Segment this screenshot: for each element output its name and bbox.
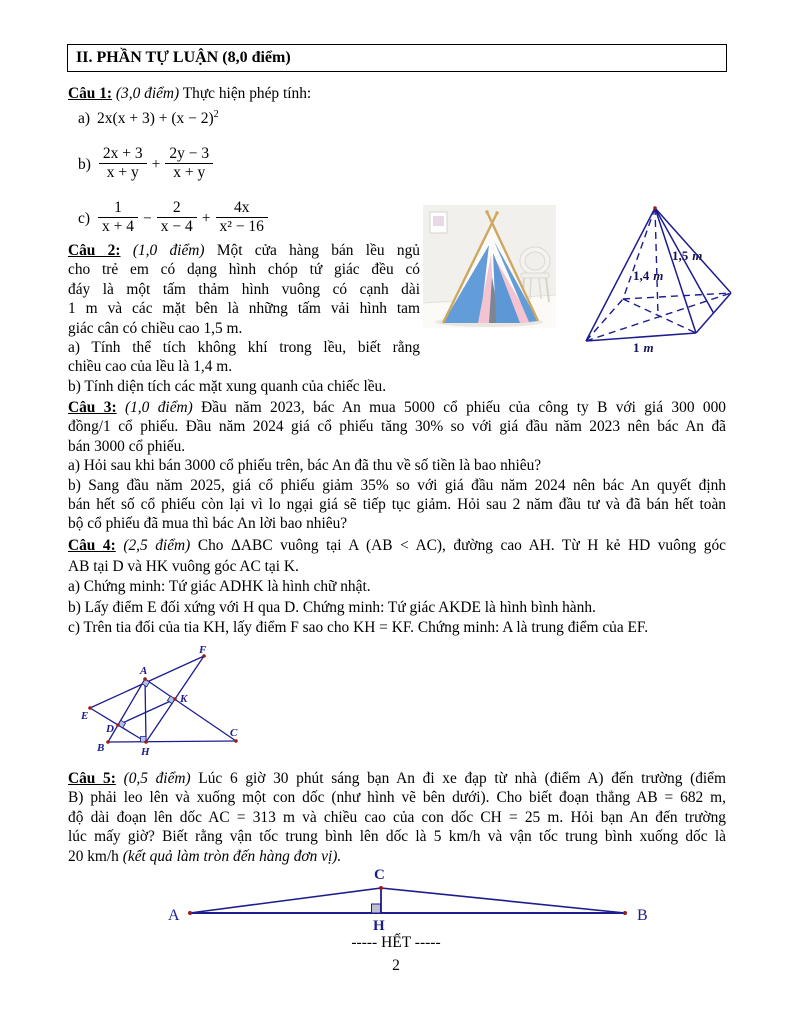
text-span: Thực hiện phép tính: [179,85,312,102]
expression-a-body: 2x(x + 3) + (x − 2) [97,110,214,128]
text-line [68,514,726,533]
text-span: lúc mấy giờ? Biết rằng vận tốc trung bình lên dốc là 5 km/h và vận tốc trung bình xuống dốc là [68,828,726,846]
fraction [165,145,213,182]
text-line [68,260,420,279]
vertex-label-A: A [140,665,148,677]
point-label-B: B [637,907,648,924]
text-line [68,577,726,598]
text-line [68,417,726,436]
text-span: Câu 2: [68,242,121,259]
text-span: độ dài đoạn lên dốc AC = 313 m và chiều cao của con dốc CH = 25 m. Hỏi bạn An đến trường [68,808,726,826]
text-span: a) Chứng minh: Tứ giác ADHK là hình chữ nhật. [68,578,371,595]
text-line [68,319,420,338]
expression-b [78,147,214,184]
text-span: 20 km/h [68,847,123,865]
text-span: b) Tính diện tích các mặt xung quanh của chiếc lều. [68,377,387,395]
operator: − [143,210,152,228]
text-line [68,299,420,318]
text-span: cho trẻ em có dạng hình chóp tứ giác đều có [68,261,420,279]
end-marker: ----- HẾT ----- [351,934,441,951]
text-span [117,399,125,416]
text-span: (1,0 điểm) [124,399,193,416]
text-span: bán hết số cổ phiếu còn lại vì lo ngại giá sẽ tiếp tục giảm. Hỏi sau 2 năm đầu tư và đã bán hết toàn [68,496,726,514]
text-span: bán 3000 cổ phiếu. [68,437,186,455]
operator: + [201,210,211,228]
vertex-label-D: D [106,723,114,735]
section-title: II. PHẦN TỰ LUẬN (8,0 điểm) [76,49,291,66]
text-line [68,827,726,846]
text-span: Câu 5: [68,770,116,787]
text-span: Lúc 6 giờ 30 phút sáng bạn An đi xe đạp từ nhà (điểm A) đến trường (điểm [190,770,726,787]
fraction [99,145,147,182]
slope-figure [160,866,656,934]
vertex-label-H: H [141,746,150,758]
fraction-numerator: 2 [172,199,181,216]
slant-height-label: 1,5 m [672,248,703,263]
text-line [68,338,420,357]
fraction [157,199,197,236]
text-span: Đầu năm 2023, bác An mua 5000 cổ phiếu của công ty B với giá 300 000 [192,399,726,416]
fraction-numerator: 1 [114,199,122,216]
vertex-label-B: B [97,742,105,754]
text-line [68,398,726,417]
vertex-label-C: C [230,727,238,739]
question-4-text [68,536,726,639]
expression-c [78,201,269,238]
text-span: b) Lấy điểm E đối xứng với H qua D. Chứng minh: Tứ giác AKDE là hình bình hành. [68,598,596,616]
question-3-text [68,398,726,534]
text-span: a) Tính thể tích không khí trong lều, biết rằng [68,339,420,357]
tent-photo [423,205,556,328]
text-line [68,357,420,376]
expression-a-label: a) [78,110,91,128]
text-span: Câu 1: [68,85,113,102]
fraction [216,199,268,236]
text-span [116,770,124,787]
text-span: chiều cao của lều là 1,4 m. [68,358,233,376]
text-span: b) Sang đầu năm 2025, giá cổ phiếu giảm 35% so với giá đầu năm 2024 nên bác An quyết định [68,476,726,494]
text-span: (kết quả làm tròn đến hàng đơn vị). [122,847,342,865]
text-span: Cho ΔABC vuông tại A (AB < AC), đường cao AH. Từ H kẻ HD vuông góc [190,537,726,554]
triangle-geometry-figure [80,644,260,762]
pyramid-apex [653,206,657,210]
point-label-A: A [168,907,180,924]
fraction-numerator: 4x [233,199,250,216]
text-span: Câu 3: [68,399,117,416]
text-line [68,618,726,639]
text-span: bộ cổ phiếu đã mua thì bác An lời bao nhiêu? [68,515,348,533]
text-line [68,280,420,299]
expression-a-exponent: 2 [213,109,219,120]
vertex-label-E: E [81,710,89,722]
text-line [68,84,726,103]
text-line [68,437,726,456]
expression-b-label: b) [78,156,91,174]
text-span [121,242,133,259]
text-line [68,456,726,475]
text-line [68,788,726,807]
fraction-denominator: x + 4 [98,217,138,236]
right-angle-mark-H [372,904,381,913]
fraction-numerator: 2y − 3 [169,145,210,162]
point-label-H: H [373,918,385,934]
text-line [68,377,420,396]
fraction-denominator: x + y [165,163,213,182]
operator: + [151,156,161,174]
point-label-C: C [374,867,385,883]
question-2-text [68,241,420,396]
vertex-label-K: K [180,693,188,705]
fraction-numerator: 2x + 3 [102,145,143,162]
fraction-denominator: x² − 16 [216,217,268,236]
vertex-label-F: F [199,644,207,656]
text-line [68,847,726,866]
height-label: 1,4 m [633,268,664,283]
text-line [68,557,726,578]
text-line [68,808,726,827]
text-span: c) Trên tia đối của tia KH, lấy điểm F sao cho KH = KF. Chứng minh: A là trung điểm của EF. [68,619,649,636]
fraction-denominator: x − 4 [157,217,197,236]
question-1-intro [68,84,726,103]
text-span: giác cân có chiều cao 1,5 m. [68,319,243,337]
fraction-denominator: x + y [99,163,147,182]
section-header-box [67,44,727,72]
text-span: Câu 4: [68,537,116,554]
text-line [68,598,726,619]
pyramid-height-line [655,208,658,316]
text-span: AB tại D và HK vuông góc AC tại K. [68,557,299,575]
text-line [68,769,726,788]
text-line [68,241,420,260]
text-span: 1 m và các mặt bên là những tấm vải hình tam [68,300,420,318]
question-5-text [68,769,726,866]
text-span: (2,5 điểm) [123,537,191,554]
tent-illustration [423,205,556,328]
text-span: (1,0 điểm) [132,242,205,259]
text-line [68,476,726,495]
text-span: Một cửa hàng bán lều ngủ [204,242,420,259]
text-span: đồng/1 cổ phiếu. Đầu năm 2024 giá cổ phiếu tăng 30% so với giá đầu năm 2023 nên bác An đã [68,418,726,436]
text-span: a) Hỏi sau khi bán 3000 cổ phiếu trên, bác An đã thu về số tiền là bao nhiêu? [68,457,542,475]
pyramid-figure [573,196,770,360]
text-line [68,536,726,557]
page-number: 2 [392,957,400,974]
text-span: (0,5 điểm) [123,770,191,787]
text-line [68,495,726,514]
fraction [98,199,138,236]
text-span: (3,0 điểm) [115,85,180,102]
text-span: B) phải leo lên và xuống một con dốc (như hình vẽ bên dưới). Cho biết đoạn thẳng AB = 682 m, [68,789,726,807]
text-span: đáy là một tấm thảm hình vuông có cạnh dài [68,280,420,298]
expression-c-label: c) [78,210,91,228]
expression-a [78,109,219,128]
base-edge-label: 1 m [633,340,654,355]
